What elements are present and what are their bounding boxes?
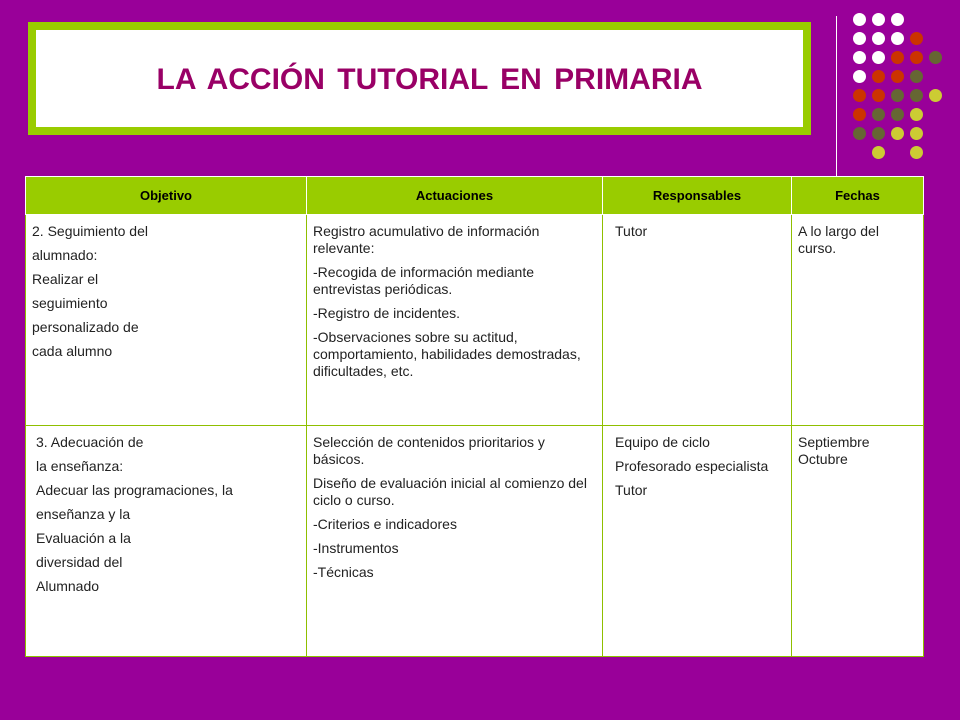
decor-dot (891, 51, 904, 64)
cell-line: -Observaciones sobre su actitud, comportamiento, habilidades demostradas, dificultades, etc. (313, 329, 581, 379)
cell-responsables (603, 426, 792, 657)
cell-objetivo (26, 215, 307, 426)
decorative-dot-grid (853, 13, 953, 163)
decor-dot (853, 32, 866, 45)
decor-dot (910, 70, 923, 83)
decor-dot (891, 127, 904, 140)
cell-line: Tutor (615, 223, 648, 239)
cell-actuaciones (307, 426, 603, 657)
cell-line: Tutor (615, 482, 648, 498)
title-box (36, 30, 803, 127)
tutorial-plan-table (25, 176, 924, 657)
cell-line: Registro acumulativo de información relevante: (313, 223, 540, 256)
cell-line: 2. Seguimiento del (32, 223, 148, 239)
cell-line: seguimiento (32, 295, 108, 311)
cell-line: -Instrumentos (313, 540, 399, 556)
decor-dot (910, 108, 923, 121)
cell-line: enseñanza y la (36, 506, 131, 522)
slide-title: LA ACCIÓN TUTORIAL EN PRIMARIA (156, 62, 703, 96)
cell-fechas (792, 426, 924, 657)
decor-dot (853, 51, 866, 64)
decor-dot (910, 32, 923, 45)
decorative-vertical-line (836, 16, 837, 176)
decor-dot (872, 13, 885, 26)
table-header-row (26, 177, 924, 215)
decor-dot (929, 51, 942, 64)
decor-dot (872, 89, 885, 102)
decor-dot (910, 89, 923, 102)
cell-line: Evaluación a la (36, 530, 131, 546)
table-row (26, 426, 924, 657)
cell-line: -Criterios e indicadores (313, 516, 457, 532)
decor-dot (872, 70, 885, 83)
cell-line: Adecuar las programaciones, la (36, 482, 233, 498)
decor-dot (872, 108, 885, 121)
decor-dot (929, 89, 942, 102)
cell-line: Septiembre Octubre (798, 434, 870, 467)
cell-line: alumnado: (32, 247, 98, 263)
decor-dot (853, 13, 866, 26)
header-actuaciones: Actuaciones (307, 177, 603, 215)
cell-line: Selección de contenidos prioritarios y básicos. (313, 434, 545, 467)
cell-actuaciones (307, 215, 603, 426)
decor-dot (891, 108, 904, 121)
decor-dot (872, 51, 885, 64)
decor-dot (891, 70, 904, 83)
cell-line: -Registro de incidentes. (313, 305, 461, 321)
cell-line: cada alumno (32, 343, 113, 359)
cell-fechas (792, 215, 924, 426)
cell-line: 3. Adecuación de (36, 434, 144, 450)
cell-line: Realizar el (32, 271, 99, 287)
cell-line: Alumnado (36, 578, 100, 594)
cell-responsables (603, 215, 792, 426)
header-objetivo: Objetivo (26, 177, 307, 215)
decor-dot (853, 89, 866, 102)
decor-dot (872, 32, 885, 45)
decor-dot (891, 32, 904, 45)
decor-dot (872, 146, 885, 159)
decor-dot (853, 127, 866, 140)
header-fechas: Fechas (792, 177, 924, 215)
title-frame (28, 22, 811, 135)
cell-objetivo (26, 426, 307, 657)
decor-dot (910, 127, 923, 140)
table-row (26, 215, 924, 426)
cell-line: personalizado de (32, 319, 139, 335)
decor-dot (891, 89, 904, 102)
decor-dot (910, 51, 923, 64)
cell-line: diversidad del (36, 554, 123, 570)
cell-line: Diseño de evaluación inicial al comienzo del ciclo o curso. (313, 475, 587, 508)
decor-dot (872, 127, 885, 140)
decor-dot (853, 70, 866, 83)
cell-line: Profesorado especialista (615, 458, 769, 474)
cell-line: la enseñanza: (36, 458, 124, 474)
decor-dot (891, 13, 904, 26)
cell-line: Equipo de ciclo (615, 434, 710, 450)
cell-line: -Recogida de información mediante entrevistas periódicas. (313, 264, 535, 297)
header-responsables: Responsables (603, 177, 792, 215)
decor-dot (853, 108, 866, 121)
cell-line: A lo largo del curso. (798, 223, 879, 256)
cell-line: -Técnicas (313, 564, 374, 580)
decor-dot (910, 146, 923, 159)
